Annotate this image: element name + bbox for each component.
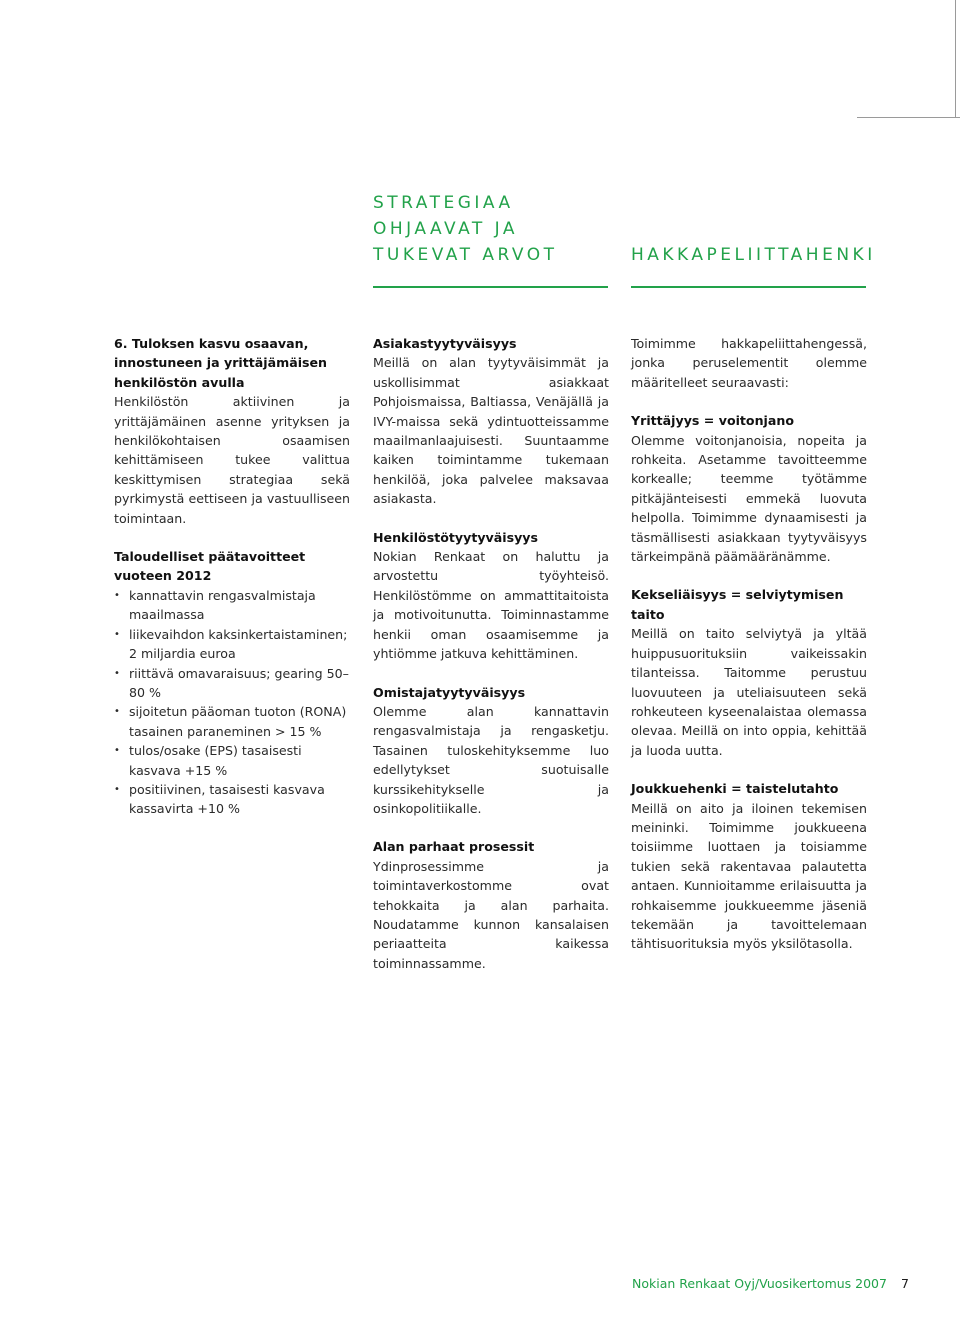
list-item: • positiivinen, tasaisesti kasvava kassavirta +10 % — [114, 780, 350, 819]
value-block — [373, 683, 609, 819]
strategy-point-title: 6. Tuloksen kasvu osaavan, innostuneen ja yrittäjämäisen henkilöstön avulla — [114, 336, 328, 390]
value-body: Ydinprosessimme ja toimintaverkostomme ovat tehokkaita ja alan parhaita. Noudatamme kunnon kansalaisen periaatteita kaikessa toiminnassamme. — [373, 858, 609, 971]
financial-targets-list — [114, 586, 350, 819]
value-title: Omistajatyytyväisyys — [373, 684, 526, 700]
list-item: • sijoitetun pääoman tuoton (RONA) tasainen paraneminen > 15 % — [114, 702, 350, 741]
value-body: Nokian Renkaat on haluttu ja arvostettu työyhteisö. Henkilöstömme on ammattitaitoista ja motivoitunutta. Toiminnastamme henkii oman osaamisemme ja yhtiömme jatkuva kehittäminen. — [373, 549, 609, 662]
spirit-block — [631, 779, 867, 954]
spirit-body: Meillä on taito selviytyä ja yltää huippusuorituksiin vaikeissakin tilanteissa. Taitomme perustuu luovuuteen ja uteliaisuuteen sekä rohkeuteen kyseenalaistaa olemassa olevaa. Meillä on into oppia, kehittää ja luoda uutta. — [631, 626, 867, 758]
list-item: • riittävä omavaraisuus; gearing 50–80 % — [114, 664, 350, 703]
heading-rule-left — [373, 286, 608, 288]
spirit-title: Joukkuehenki = taistelutahto — [631, 781, 839, 797]
heading-line-3: TUKEVAT ARVOT — [373, 245, 558, 265]
value-block — [373, 334, 609, 509]
list-item: • liikevaihdon kaksinkertaistaminen; 2 miljardia euroa — [114, 625, 350, 664]
spirit-body: Olemme voitonjanoisia, nopeita ja rohkeita. Asetamme tavoitteemme korkealle; teemme työtämme pitkäjänteisesti emmekä luovuta helpolla. Toimimme dynaamisesti ja täsmällisesti asiakkaan tyytyväisyys tärkeimpänä päämääränämme. — [631, 432, 867, 565]
spirit-block — [631, 585, 867, 760]
heading-line-2: OHJAAVAT JA — [373, 219, 519, 239]
column-strategy — [114, 334, 350, 819]
page-number: 7 — [900, 1276, 909, 1291]
crop-mark-vertical — [955, 0, 956, 118]
heading-rule-right — [631, 286, 866, 288]
value-title: Henkilöstötyytyväisyys — [373, 529, 538, 545]
list-item: • tulos/osake (EPS) tasaisesti kasvava +15 % — [114, 741, 350, 780]
list-item: • kannattavin rengasvalmistaja maailmassa — [114, 586, 350, 625]
spirit-intro: Toimimme hakkapeliittahengessä, jonka peruselementit olemme määritelleet seuraavasti: — [631, 336, 867, 390]
section-heading-spirit: HAKKAPELIITTAHENKI — [631, 245, 876, 265]
strategy-point-body: Henkilöstön aktiivinen ja yrittäjämäinen asenne yrityksen ja henkilökohtaisen osaamisen kehittämiseen tukee valittua keskittymisen strategiaa sekä pyrkimystä eettiseen ja vastuulliseen toimintaan. — [114, 394, 350, 526]
value-block — [373, 837, 609, 973]
page-footer — [632, 1276, 909, 1291]
spirit-title: Yrittäjyys = voitonjano — [631, 413, 794, 429]
value-title: Asiakastyytyväisyys — [373, 336, 517, 351]
value-block — [373, 528, 609, 664]
section-heading-values — [373, 190, 557, 268]
crop-mark-horizontal — [857, 117, 960, 118]
value-body: Meillä on alan tyytyväisimmät ja uskollisimmat asiakkaat Pohjoismaissa, Baltiassa, Venäjällä ja IVY-maissa sekä ydintuotteissamme maailmanlaajuisesti. Suuntaamme kaiken toimintamme tukemaan henkilöä, joka palvelee maksavaa asiakasta. — [373, 355, 609, 507]
spirit-title: Kekseliäisyys = selviytymisen taito — [631, 587, 844, 622]
spirit-body: Meillä on aito ja iloinen tekemisen meininki. Toimimme joukkueena toisiimme luottaen ja toisiamme tukien sekä rakentavaa palautetta antaen. Kunnioitamme erilaisuutta ja rohkaisemme joukkueemme jäseniä tekemään ja tavoittelemaan tähtisuorituksia myös yksilötasolla. — [631, 800, 867, 952]
financial-targets-title: Taloudelliset päätavoitteet vuoteen 2012 — [114, 549, 306, 584]
spirit-block — [631, 411, 867, 566]
value-body: Olemme alan kannattavin rengasvalmistaja ja rengasketju. Tasainen tuloskehityksemme luo edellytykset suotuisalle kurssikehitykselle ja osinkopolitiikalle. — [373, 703, 609, 816]
column-hakkapeliitta-spirit — [631, 334, 867, 973]
value-title: Alan parhaat prosessit — [373, 839, 535, 855]
heading-line-1: STRATEGIAA — [373, 193, 514, 213]
column-satisfaction — [373, 334, 609, 992]
publication-name: Nokian Renkaat Oyj/Vuosikertomus 2007 — [632, 1276, 887, 1291]
